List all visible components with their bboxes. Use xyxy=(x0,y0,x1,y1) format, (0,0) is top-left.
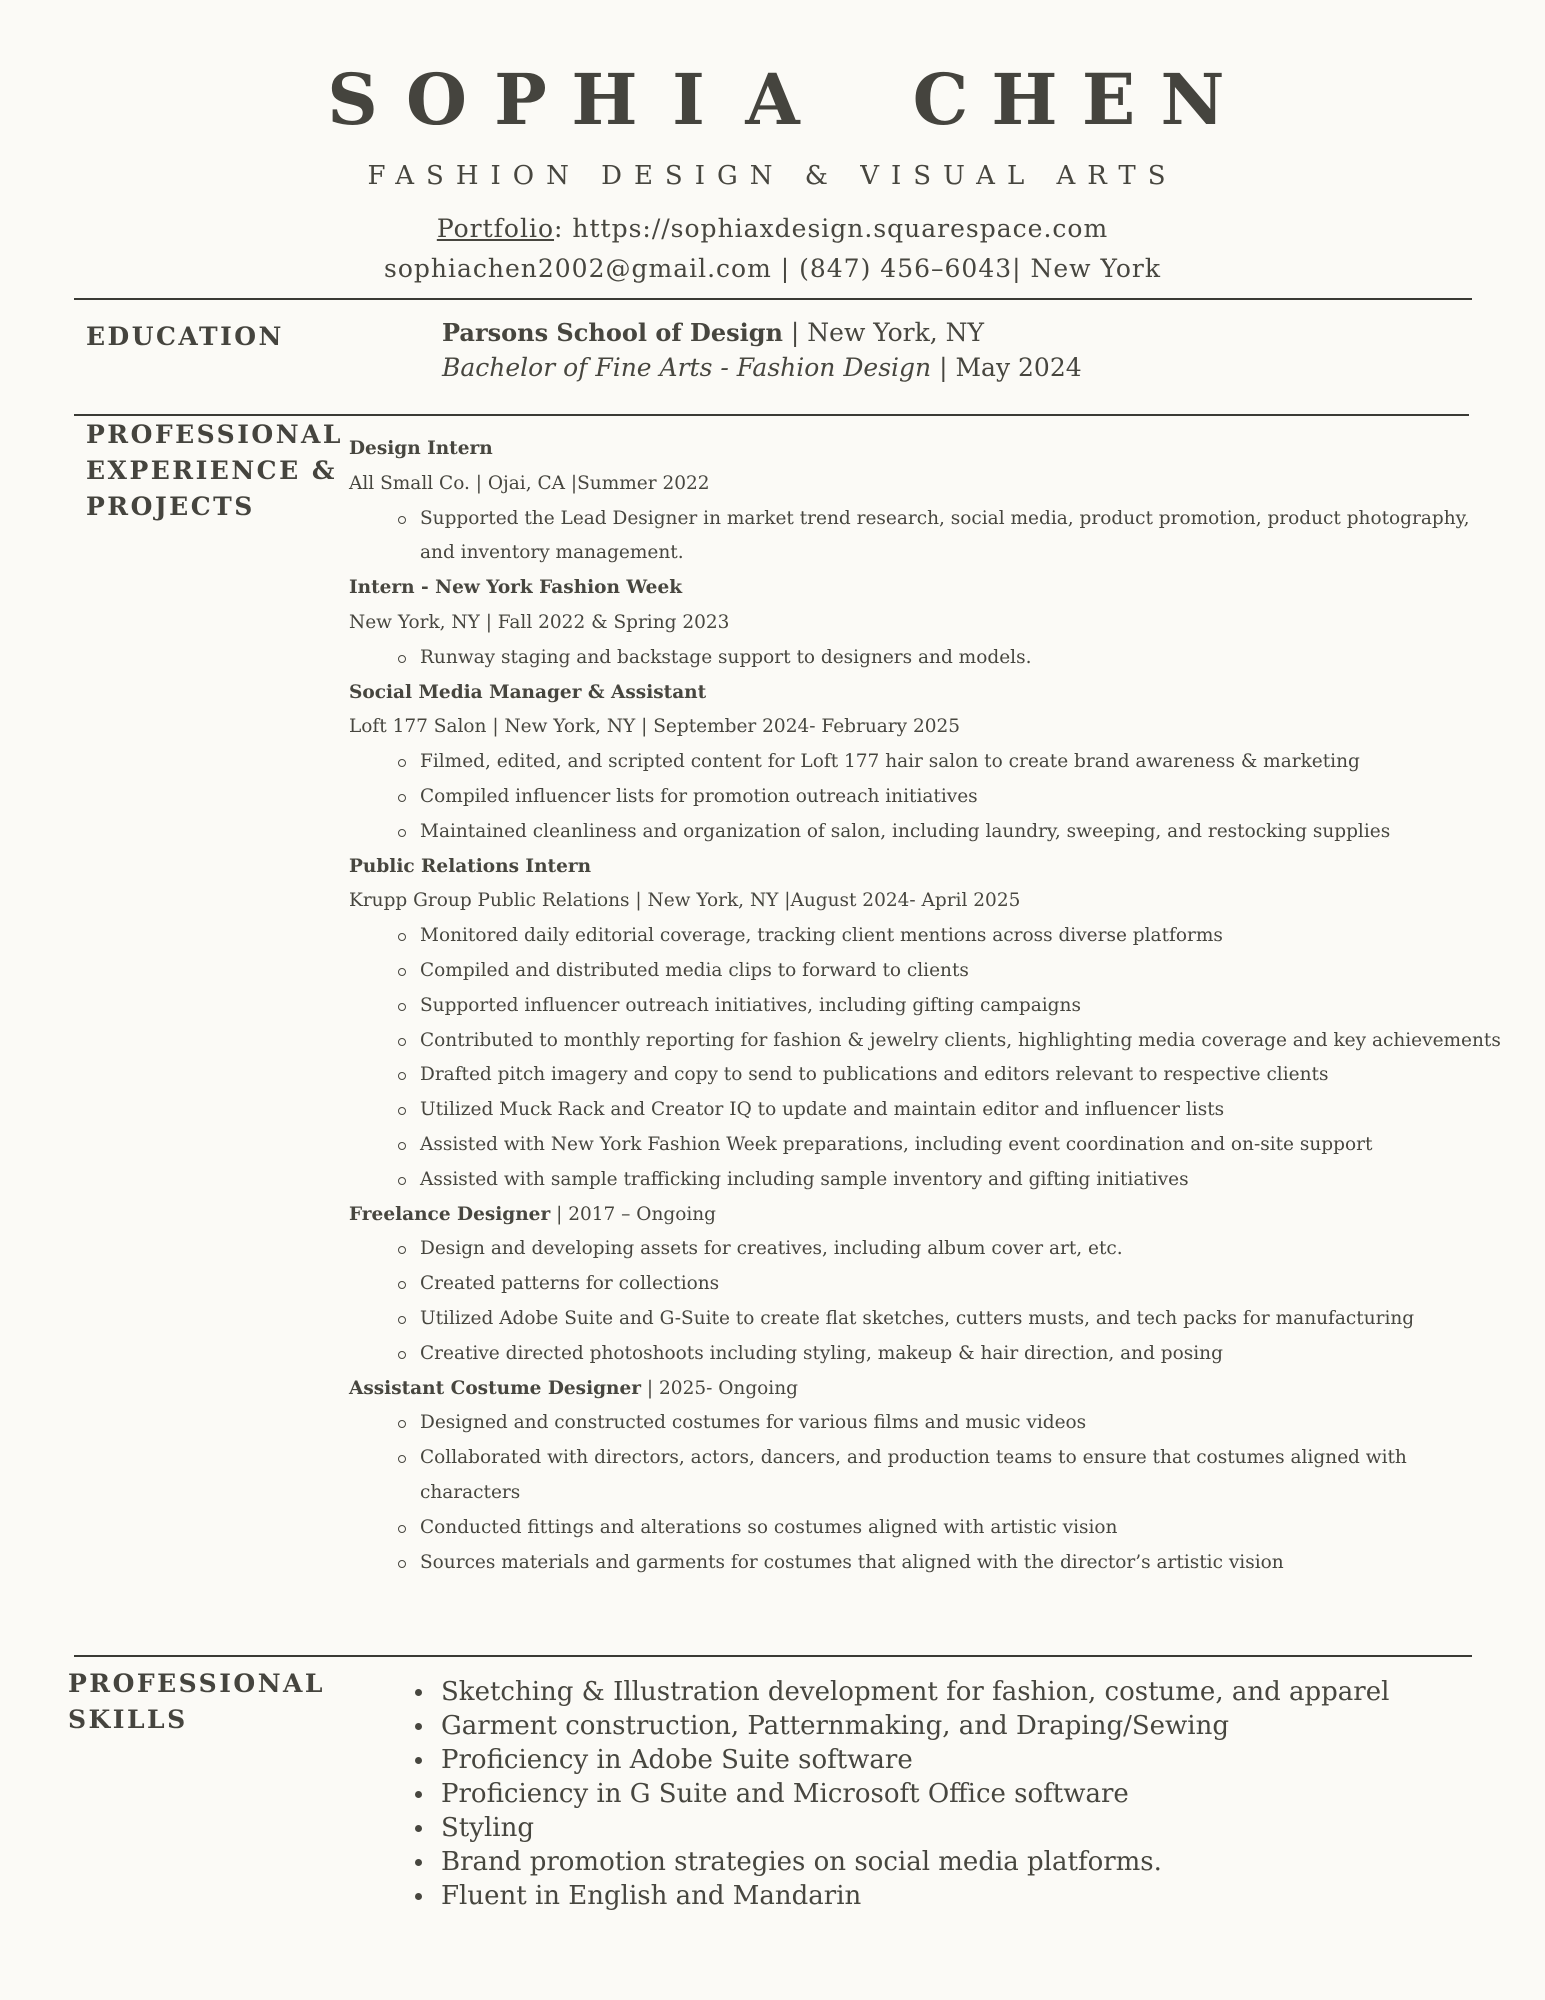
job-title-line xyxy=(349,1372,1509,1407)
job-bullet: Assisted with New York Fashion Week preparations, including event coordination and on-site support xyxy=(420,1128,1509,1163)
job-title: Design Intern xyxy=(349,438,493,459)
job-bullet: Utilized Adobe Suite and G-Suite to create flat sketches, cutters musts, and tech packs for manufacturing xyxy=(420,1302,1509,1337)
name-letter: C xyxy=(912,58,969,141)
skill-item: Proficiency in Adobe Suite software xyxy=(441,1743,1389,1777)
education-entry xyxy=(442,315,1082,385)
contact-line: sophiachen2002@gmail.com | (847) 456–6043| New York xyxy=(383,254,1161,283)
skill-item: Brand promotion strategies on social media platforms. xyxy=(441,1845,1389,1879)
name-letter: N xyxy=(1160,58,1225,141)
job-title: Social Media Manager & Assistant xyxy=(349,681,707,703)
job-bullet: Filmed, edited, and scripted content for Loft 177 hair salon to create brand awareness & marketing xyxy=(420,745,1509,780)
job-bullet: Conducted fittings and alterations so costumes aligned with artistic vision xyxy=(420,1511,1509,1546)
job-bullet: Runway staging and backstage support to designers and models. xyxy=(420,641,1509,676)
degree-name: Bachelor of Fine Arts - Fashion Design xyxy=(442,353,932,382)
job-title: Assistant Costume Designer xyxy=(349,1377,642,1399)
skill-item: Styling xyxy=(441,1811,1389,1845)
skill-item: Sketching & Illustration development for fashion, costume, and apparel xyxy=(441,1677,1390,1707)
job-meta: Loft 177 Salon | New York, NY | September 2024- February 2025 xyxy=(349,716,961,738)
job-bullet: Design and developing assets for creatives, including album cover art, etc. xyxy=(420,1232,1509,1267)
divider xyxy=(74,414,1469,416)
job-title-line xyxy=(349,676,1509,711)
job-bullet: Maintained cleanliness and organization of salon, including laundry, sweeping, and restocking supplies xyxy=(420,815,1509,850)
divider xyxy=(74,1655,1472,1657)
job-bullets xyxy=(349,919,1509,1197)
skills-heading xyxy=(68,1666,325,1738)
job-title-line xyxy=(349,571,1509,606)
job-bullet: Sources materials and garments for costumes that aligned with the director’s artistic vision xyxy=(420,1546,1509,1581)
education-degree-line xyxy=(442,350,1082,385)
experience-entry xyxy=(349,1372,1509,1581)
job-bullet: Creative directed photoshoots including styling, makeup & hair direction, and posing xyxy=(420,1337,1509,1372)
experience-entry xyxy=(349,850,1509,1198)
job-bullet: Supported influencer outreach initiatives, including gifting campaigns xyxy=(420,989,1509,1024)
job-bullet: Contributed to monthly reporting for fashion & jewelry clients, highlighting media coverage and key achievements xyxy=(420,1024,1509,1059)
education-school-line xyxy=(442,315,1082,350)
resume-name xyxy=(0,60,1545,140)
experience-heading-line: PROFESSIONAL xyxy=(86,420,344,449)
name-letter: E xyxy=(1081,58,1136,141)
education-heading: EDUCATION xyxy=(86,322,284,351)
job-bullets xyxy=(349,1406,1509,1580)
experience-entry xyxy=(349,432,1509,571)
job-dates: | 2017 – Ongoing xyxy=(550,1203,717,1225)
name-letter: A xyxy=(745,58,800,141)
job-title-line xyxy=(349,850,1509,885)
job-title-line xyxy=(349,432,1509,467)
job-bullet: Monitored daily editorial coverage, tracking client mentions across diverse platforms xyxy=(420,919,1509,954)
skill-item: Proficiency in G Suite and Microsoft Office software xyxy=(441,1777,1389,1811)
job-title: Freelance Designer xyxy=(349,1203,551,1225)
job-dates: | 2025- Ongoing xyxy=(641,1377,798,1399)
school-name: Parsons School of Design xyxy=(442,318,783,347)
job-title-line xyxy=(349,1198,1509,1233)
portfolio-url: : https://sophiaxdesign.squarespace.com xyxy=(554,214,1109,243)
job-bullet: Supported the Lead Designer in market trend research, social media, product promotion, product photography, and inventory management. xyxy=(420,502,1509,572)
name-letter: H xyxy=(571,58,638,141)
name-letter: S xyxy=(327,58,378,141)
job-bullets xyxy=(349,745,1509,849)
job-bullets xyxy=(349,641,1509,676)
name-letter: H xyxy=(991,58,1058,141)
experience-heading-line: PROJECTS xyxy=(86,492,255,521)
job-bullet: Assisted with sample trafficking including sample inventory and gifting initiatives xyxy=(420,1163,1509,1198)
experience-entry xyxy=(349,676,1509,850)
job-title: Intern - New York Fashion Week xyxy=(349,577,683,599)
skills-heading-line: SKILLS xyxy=(68,1705,188,1734)
experience-entry xyxy=(349,1198,1509,1372)
divider xyxy=(74,298,1472,300)
experience-entry xyxy=(349,571,1509,675)
name-letter: P xyxy=(494,58,547,141)
skills-list xyxy=(441,1675,1389,1913)
job-title: Public Relations Intern xyxy=(349,855,592,877)
job-meta: Krupp Group Public Relations | New York, NY |August 2024- April 2025 xyxy=(349,890,1021,912)
name-space xyxy=(815,60,899,140)
name-letter: I xyxy=(672,58,705,141)
resume-subtitle: FASHION DESIGN & VISUAL ARTS xyxy=(367,161,1178,191)
skill-item: Fluent in English and Mandarin xyxy=(441,1879,1389,1913)
job-bullet: Created patterns for collections xyxy=(420,1267,1509,1302)
job-bullets xyxy=(349,502,1509,572)
portfolio-line xyxy=(0,212,1545,246)
job-bullet: Drafted pitch imagery and copy to send to publications and editors relevant to respective clients xyxy=(420,1058,1509,1093)
skill-item: Garment construction, Patternmaking, and Draping/Sewing xyxy=(441,1709,1389,1743)
job-meta: All Small Co. | Ojai, CA |Summer 2022 xyxy=(349,472,710,494)
experience-heading-line: EXPERIENCE & xyxy=(86,456,337,485)
skills-heading-line: PROFESSIONAL xyxy=(68,1669,326,1698)
school-location: | New York, NY xyxy=(782,318,985,347)
job-bullet: Compiled influencer lists for promotion outreach initiatives xyxy=(420,780,1509,815)
name-letter: O xyxy=(406,58,467,141)
job-bullet: Collaborated with directors, actors, dancers, and production teams to ensure that costumes aligned with characters xyxy=(420,1441,1509,1511)
experience-heading xyxy=(86,417,343,525)
job-bullet: Designed and constructed costumes for various films and music videos xyxy=(420,1406,1509,1441)
job-bullet: Utilized Muck Rack and Creator IQ to update and maintain editor and influencer lists xyxy=(420,1093,1509,1128)
experience-list xyxy=(349,432,1509,1580)
degree-date: | May 2024 xyxy=(931,353,1082,382)
portfolio-link[interactable]: Portfolio xyxy=(436,214,555,243)
job-bullet: Compiled and distributed media clips to forward to clients xyxy=(420,954,1509,989)
job-meta: New York, NY | Fall 2022 & Spring 2023 xyxy=(349,611,730,633)
job-bullets xyxy=(349,1232,1509,1371)
